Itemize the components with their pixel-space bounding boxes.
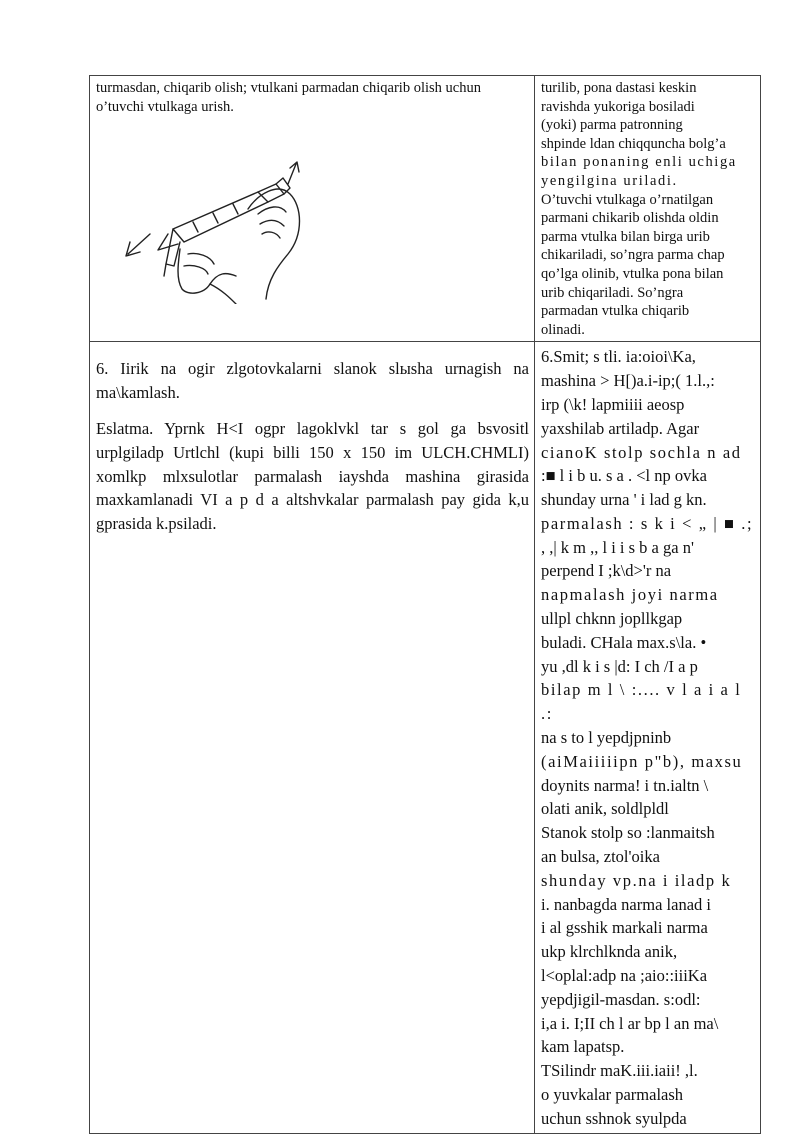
step-heading: 6. Iirik na ogir zlgotovkalarni slanok slыsha urnagish na ma\kamlash. bbox=[96, 359, 529, 403]
explanation-line: i. nanbagda narma lanad i bbox=[541, 894, 711, 914]
procedure-cell bbox=[90, 76, 535, 342]
explanation-line: na s to l yepdjpninb bbox=[541, 728, 672, 748]
explanation-line: cianoK stolp sochla n ad bbox=[541, 442, 742, 462]
explanation-line: bilan ponaning enli uchiga bbox=[541, 154, 737, 171]
explanation-line: (aiMaiiiiipn p"b), maxsu bbox=[541, 751, 743, 771]
explanation-line: , ,| k m ,, l i i s b a ga n' bbox=[541, 537, 694, 557]
explanation-line: olati anik, soldlpldl bbox=[541, 799, 669, 819]
explanation-line: i al gsshik markali narma bbox=[541, 918, 708, 938]
explanation-line: (yoki) parma patronning bbox=[541, 117, 683, 134]
explanation-line: Stanok stolp so :lanmaitsh bbox=[541, 823, 715, 843]
explanation-line: an bulsa, ztol'oika bbox=[541, 847, 660, 867]
explanation-line: shunday urna ' i lad g kn. bbox=[541, 490, 707, 510]
explanation-line: i,a i. I;II ch l ar bp l an ma\ bbox=[541, 1013, 719, 1033]
explanation-line: uchun sshnok syulpda bbox=[541, 1108, 687, 1128]
table-row bbox=[90, 76, 761, 342]
explanation-line: urib chiqariladi. So’ngra bbox=[541, 284, 684, 301]
explanation-line: shpinde ldan chiqquncha bolg’a bbox=[541, 135, 726, 152]
explanation-line: qo’lga olinib, vtulka pona bilan bbox=[541, 265, 724, 282]
instruction-table bbox=[89, 75, 761, 1134]
explanation-line: buladi. CHala max.s\la. • bbox=[541, 632, 707, 652]
explanation-line: yengilgina uriladi. bbox=[541, 172, 678, 189]
procedure-text: turmasdan, chiqarib olish; vtulkani parmadan chiqarib olish uchun o’tuvchi vtulkaga urish. bbox=[96, 80, 481, 115]
explanation-line: yepdjigil-masdan. s:odl: bbox=[541, 989, 701, 1009]
explanation-line: TSilindr maK.iii.iaii! ,l. bbox=[541, 1061, 698, 1081]
explanation-line: l<oplal:adp na ;aio::iiiKa bbox=[541, 966, 708, 986]
explanation-line: parmadan vtulka chiqarib bbox=[541, 303, 690, 320]
explanation-cell bbox=[535, 76, 761, 342]
explanation-line: ullpl chknn jopllkgap bbox=[541, 609, 683, 629]
explanation-line: 6.Smit; s tli. ia:oioi\Ka, bbox=[541, 347, 696, 367]
explanation-line: olinadi. bbox=[541, 321, 585, 338]
explanation-line: mashina > H[)a.i-ip;( 1.l.,: bbox=[541, 371, 715, 391]
explanation-line: ravishda yukoriga bosiladi bbox=[541, 98, 695, 115]
explanation-line: kam lapatsp. bbox=[541, 1037, 625, 1057]
explanation-cell bbox=[535, 342, 761, 1133]
explanation-line: o yuvkalar parmalash bbox=[541, 1085, 684, 1105]
explanation-line: turilib, pona dastasi keskin bbox=[541, 80, 697, 96]
explanation-line: parmani chikarib olishda oldin bbox=[541, 210, 719, 227]
table-row bbox=[90, 342, 761, 1133]
note-paragraph: Eslatma. Yprnk H<I ogpr lagoklvkl tar s gol ga bsvositl urplgiladp Urtlchl (kupi billi 150 x 150 im ULCH.CHMLI) xomlkp mlxsulotlar parmalash iayshda mashina girasida maxkamlanadi VI a p d a altshvkalar parmalash pay gida k,u gprasida k.psiladi. bbox=[96, 418, 529, 534]
explanation-line: parma vtulka bilan birga urib bbox=[541, 228, 710, 245]
explanation-line: O’tuvchi vtulkaga o’rnatilgan bbox=[541, 191, 714, 208]
explanation-line: chikariladi, so’ngra parma chap bbox=[541, 247, 725, 264]
explanation-line: ukp klrchlknda anik, bbox=[541, 942, 678, 962]
hands-drill-sleeve-illustration bbox=[118, 154, 388, 304]
explanation-line: shunday vp.na i iladp k bbox=[541, 870, 732, 890]
explanation-line: irp (\k! lapmiiii aeosp bbox=[541, 394, 685, 414]
explanation-line: yu ,dl k i s |d: I ch /I a p bbox=[541, 656, 698, 676]
explanation-line: perpend I ;k\d>'r na bbox=[541, 561, 672, 581]
procedure-cell bbox=[90, 342, 535, 1133]
explanation-line: napmalash joyi narma bbox=[541, 585, 719, 605]
explanation-line: parmalash : s k i < „ | ■ .; bbox=[541, 513, 754, 533]
explanation-line: yaxshilab artiladp. Agar bbox=[541, 418, 700, 438]
explanation-line: doynits narma! i tn.ialtn \ bbox=[541, 775, 709, 795]
explanation-line: bilap m l \ :.... v l a i a l .: bbox=[541, 680, 742, 724]
explanation-line: :■ l i b u. s a . <l np ovka bbox=[541, 466, 707, 486]
